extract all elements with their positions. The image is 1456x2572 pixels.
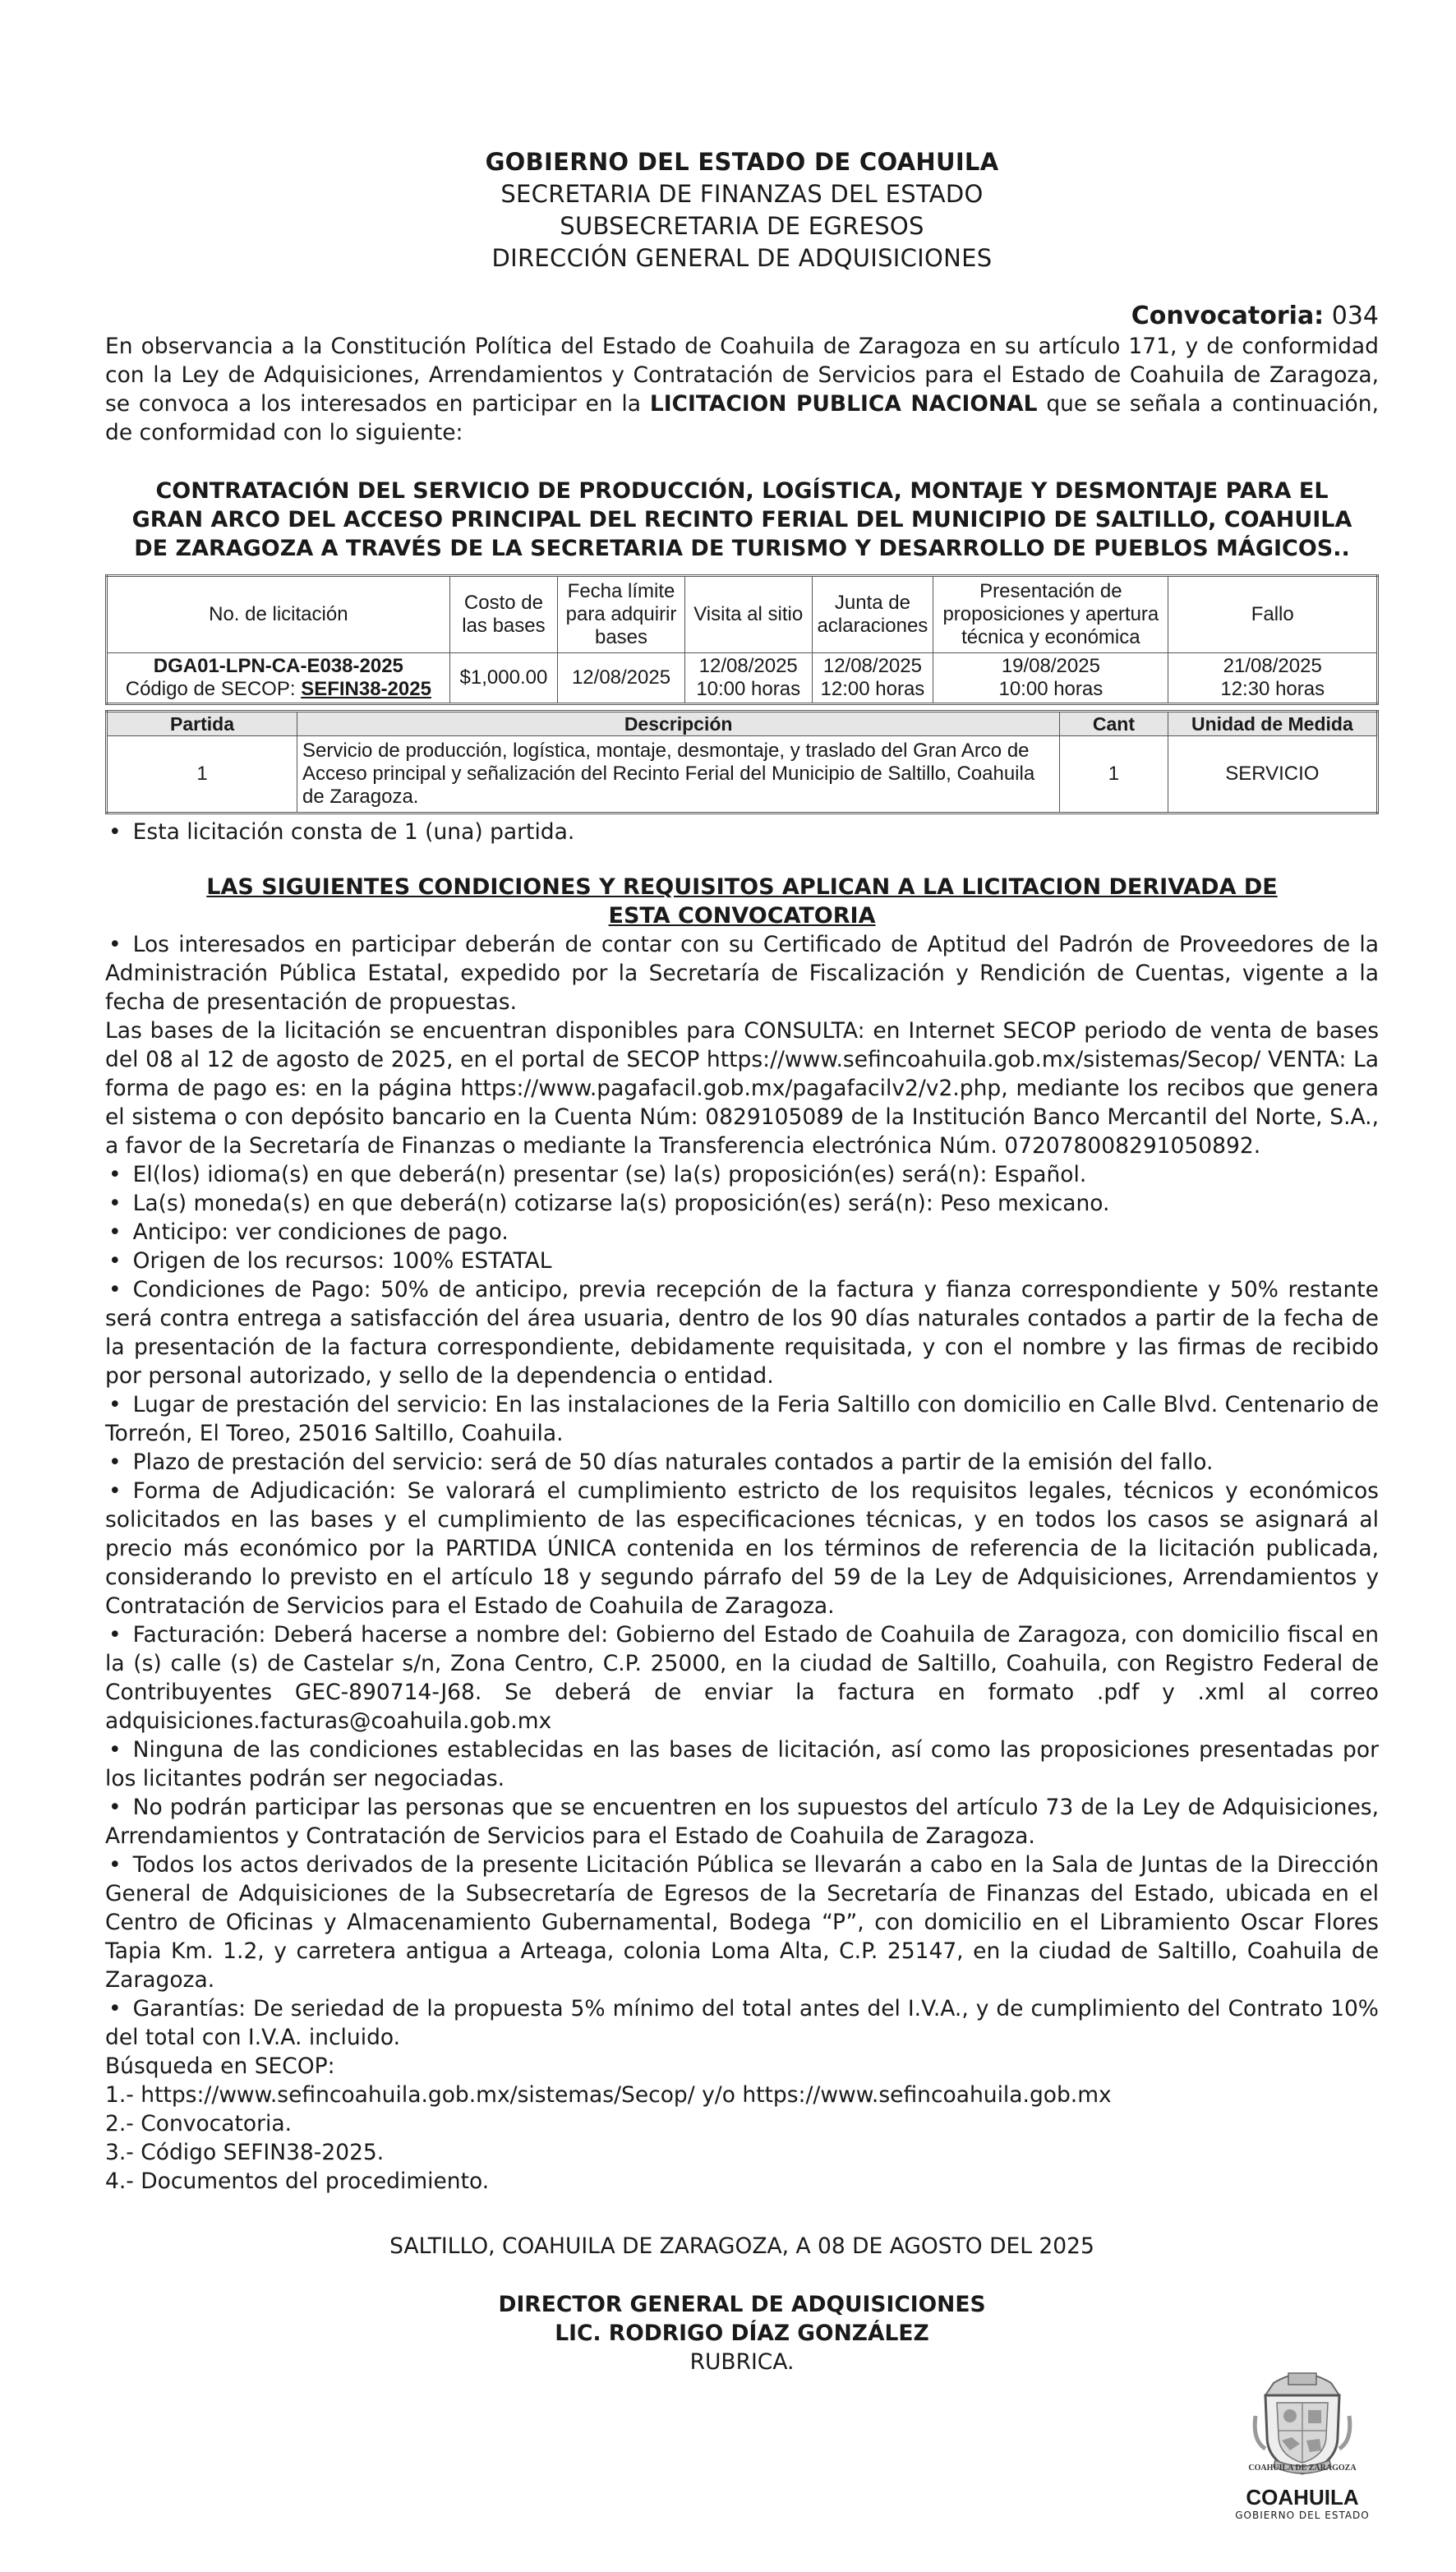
contract-title: CONTRATACIÓN DEL SERVICIO DE PRODUCCIÓN, LOGÍSTICA, MONTAJE Y DESMONTAJE PARA EL GRAN ARCO DEL ACCESO PRINCIPAL DEL RECINTO FERIAL DEL MUNICIPIO DE SALTILLO, COAHUILA DE ZARAGOZA A TRAVÉS DE LA SECRETARIA DE TURISMO Y DESARROLLO DE PUEBLOS MÁGICOS.. <box>131 478 1352 561</box>
cell-fecha-limite: 12/08/2025 <box>558 653 685 704</box>
condition-item: • Los interesados en participar deberán de contar con su Certificado de Aptitud del Padrón de Proveedores de la Administración Pública Estatal, expedido por la Secretaría de Fiscalización y Rendición de Cuentas, vigente a la fecha de presentación de propuestas. <box>105 930 1379 1016</box>
licitacion-number: DGA01-LPN-CA-E038-2025 <box>153 655 403 677</box>
secop-search-step: 2.- Convocatoria. <box>105 2111 293 2136</box>
th-cant: Cant <box>1060 712 1168 736</box>
th-fecha-limite: Fecha límite para adquirir bases <box>558 576 685 653</box>
header-secretaria: SECRETARIA DE FINANZAS DEL ESTADO <box>500 180 984 208</box>
th-partida: Partida <box>107 712 297 736</box>
secop-code-line <box>113 678 445 701</box>
visita-hora: 10:00 horas <box>696 678 801 700</box>
conditions-title: LAS SIGUIENTES CONDICIONES Y REQUISITOS APLICAN A LA LICITACION DERIVADA DE ESTA CONVOCATORIA <box>206 874 1278 929</box>
licitacion-data-row <box>107 653 1378 704</box>
junta-fecha: 12/08/2025 <box>822 655 922 677</box>
convocatoria-label: Convocatoria: <box>1131 302 1325 330</box>
document-page <box>105 0 1379 2376</box>
th-no-licitacion: No. de licitación <box>107 576 450 653</box>
partida-data-row <box>107 736 1378 814</box>
secop-label: Código de SECOP: <box>125 678 302 700</box>
coahuila-seal-icon <box>1241 2358 1364 2482</box>
secop-code: SEFIN38-2025 <box>301 678 431 700</box>
bases-paragraph: Las bases de la licitación se encuentran disponibles para CONSULTA: en Internet SECOP periodo de venta de bases del 08 al 12 de agosto de 2025, en el portal de SECOP https://www.sefincoahuila.gob.mx/sistemas/Secop/ VENTA: La forma de pago es: en la página https://www.pagafacil.gob.mx/pagafacilv2/v2.php, mediante los recibos que genera el sistema o con depósito bancario en la Cuenta Núm: 0829105089 de la Institución Banco Mercantil del Norte, S.A., a favor de la Secretaría de Finanzas o mediante la Transferencia electrónica Núm. 072078008291050892. <box>105 1018 1379 1159</box>
presentacion-hora: 10:00 horas <box>998 678 1104 700</box>
document-header <box>105 146 1379 274</box>
signature-block <box>105 2290 1379 2376</box>
cell-visita <box>684 653 812 704</box>
seal-text: COAHUILA DE ZARAGOZA <box>1248 2464 1357 2473</box>
convocatoria-number <box>105 301 1379 332</box>
cell-descripcion: Servicio de producción, logística, montaje, desmontaje, y traslado del Gran Arco de Acceso principal y señalización del Recinto Ferial del Municipio de Saltillo, Coahuila de Zaragoza. <box>297 736 1060 814</box>
th-presentacion: Presentación de proposiciones y apertura técnica y económica <box>933 576 1168 653</box>
th-costo: Costo de las bases <box>449 576 557 653</box>
secop-search-title: Búsqueda en SECOP: <box>105 2053 335 2079</box>
condition-item: • Todos los actos derivados de la presente Licitación Pública se llevarán a cabo en la Sala de Juntas de la Dirección General de Adquisiciones de la Subsecretaría de Egresos de la Secretaría de Finanzas del Estado, ubicada en el Centro de Oficinas y Almacenamiento Gubernamental, Bodega “P”, con domicilio en el Libramiento Oscar Flores Tapia Km. 1.2, y carretera antigua a Arteaga, colonia Loma Alta, C.P. 25147, en la ciudad de Saltillo, Coahuila de Zaragoza. <box>105 1851 1379 1994</box>
header-government: GOBIERNO DEL ESTADO DE COAHUILA <box>485 148 999 176</box>
header-subsecretaria: SUBSECRETARIA DE EGRESOS <box>560 212 924 240</box>
partida-table <box>105 710 1379 814</box>
partida-header-row <box>107 712 1378 736</box>
condition-item: • El(los) idioma(s) en que deberá(n) presentar (se) la(s) proposición(es) será(n): Español. <box>105 1160 1379 1189</box>
licitacion-table <box>105 574 1379 705</box>
condition-item: • Ninguna de las condiciones establecidas en las bases de licitación, así como las proposiciones presentadas por los licitantes podrán ser negociadas. <box>105 1735 1379 1793</box>
cell-presentacion <box>933 653 1168 704</box>
intro-bold: LICITACION PUBLICA NACIONAL <box>649 391 1038 417</box>
header-direccion: DIRECCIÓN GENERAL DE ADQUISICIONES <box>491 244 993 272</box>
intro-paragraph <box>105 332 1379 447</box>
cell-junta <box>812 653 933 704</box>
condition-item: • Origen de los recursos: 100% ESTATAL <box>105 1247 1379 1275</box>
fallo-fecha: 21/08/2025 <box>1223 655 1322 677</box>
condition-item: • Plazo de prestación del servicio: será de 50 días naturales contados a partir de la emisión del fallo. <box>105 1448 1379 1477</box>
signature-name: LIC. RODRIGO DÍAZ GONZÁLEZ <box>555 2321 929 2346</box>
secop-search-step: 3.- Código SEFIN38-2025. <box>105 2140 385 2165</box>
th-descripcion: Descripción <box>297 712 1060 736</box>
condition-item: • No podrán participar las personas que se encuentren en los supuestos del artículo 73 de la Ley de Adquisiciones, Arrendamientos y Contratación de Servicios para el Estado de Coahuila de Zaragoza. <box>105 1793 1379 1851</box>
cell-costo: $1,000.00 <box>449 653 557 704</box>
condition-item: • La(s) moneda(s) en que deberá(n) cotizarse la(s) proposición(es) será(n): Peso mexicano. <box>105 1189 1379 1218</box>
junta-hora: 12:00 horas <box>820 678 925 700</box>
secop-search-step: 1.- https://www.sefincoahuila.gob.mx/sistemas/Secop/ y/o https://www.sefincoahuila.gob.mx <box>105 2082 1112 2108</box>
th-unidad: Unidad de Medida <box>1168 712 1377 736</box>
condition-item: • Garantías: De seriedad de la propuesta 5% mínimo del total antes del I.V.A., y de cumplimiento del Contrato 10% del total con I.V.A. incluido. <box>105 1994 1379 2052</box>
coahuila-logo <box>1233 2358 1372 2521</box>
licitacion-header-row <box>107 576 1378 653</box>
th-visita: Visita al sitio <box>684 576 812 653</box>
signature-role: DIRECTOR GENERAL DE ADQUISICIONES <box>498 2292 986 2317</box>
cell-licitacion <box>107 653 450 704</box>
visita-fecha: 12/08/2025 <box>698 655 798 677</box>
cell-fallo <box>1168 653 1378 704</box>
convocatoria-value: 034 <box>1331 302 1379 330</box>
condition-item: • Lugar de prestación del servicio: En las instalaciones de la Feria Saltillo con domicilio en Calle Blvd. Centenario de Torreón, El Toreo, 25016 Saltillo, Coahuila. <box>105 1390 1379 1448</box>
intro-text-after: que se señala a continuación, de conformidad con lo siguiente: <box>105 391 1379 445</box>
th-fallo: Fallo <box>1168 576 1378 653</box>
cell-cant: 1 <box>1060 736 1168 814</box>
cell-unidad: SERVICIO <box>1168 736 1377 814</box>
logo-subtitle: GOBIERNO DEL ESTADO <box>1235 2510 1370 2521</box>
condition-item: • Forma de Adjudicación: Se valorará el cumplimiento estricto de los requisitos legales, técnicos y económicos solicitados en las bases y el cumplimiento de las especificaciones técnicas, y en todos los casos se asignará al precio más económico por la PARTIDA ÚNICA contenida en los términos de referencia de la licitación publicada, considerando lo previsto en el artículo 18 y segundo párrafo del 59 de la Ley de Adquisiciones, Arrendamientos y Contratación de Servicios para el Estado de Coahuila de Zaragoza. <box>105 1477 1379 1620</box>
secop-search-step: 4.- Documentos del procedimiento. <box>105 2169 490 2194</box>
th-junta: Junta de aclaraciones <box>812 576 933 653</box>
logo-name: COAHUILA <box>1246 2485 1359 2510</box>
partida-note: • Esta licitación consta de 1 (una) partida. <box>105 818 1379 846</box>
condition-item: • Anticipo: ver condiciones de pago. <box>105 1218 1379 1247</box>
condition-item: • Facturación: Deberá hacerse a nombre del: Gobierno del Estado de Coahuila de Zaragoza, con domicilio fiscal en la (s) calle (s) de Castelar s/n, Zona Centro, C.P. 25000, en la ciudad de Saltillo, Coahuila, con Registro Federal de Contribuyentes GEC-890714-J68. Se deberá de enviar la factura en formato .pdf y .xml al correo adquisiciones.facturas@coahuila.gob.mx <box>105 1620 1379 1735</box>
condition-item: • Condiciones de Pago: 50% de anticipo, previa recepción de la factura y fianza correspondiente y 50% restante será contra entrega a satisfacción del área usuaria, dentro de los 90 días naturales contados a partir de la fecha de la presentación de la factura correspondiente, debidamente requisitada, y con el nombre y las firmas de recibido por personal autorizado, y sello de la dependencia o entidad. <box>105 1275 1379 1390</box>
place-date: SALTILLO, COAHUILA DE ZARAGOZA, A 08 DE AGOSTO DEL 2025 <box>389 2233 1094 2259</box>
presentacion-fecha: 19/08/2025 <box>1001 655 1100 677</box>
signature-rubrica: RUBRICA. <box>689 2349 795 2375</box>
fallo-hora: 12:30 horas <box>1220 678 1325 700</box>
intro-text-before: En observancia a la Constitución Política del Estado de Coahuila de Zaragoza en su artículo 171, y de conformidad con la Ley de Adquisiciones, Arrendamientos y Contratación de Servicios para el Estado de Coahuila de Zaragoza, se convoca a los interesados en participar en la <box>105 334 1379 417</box>
cell-partida: 1 <box>107 736 297 814</box>
